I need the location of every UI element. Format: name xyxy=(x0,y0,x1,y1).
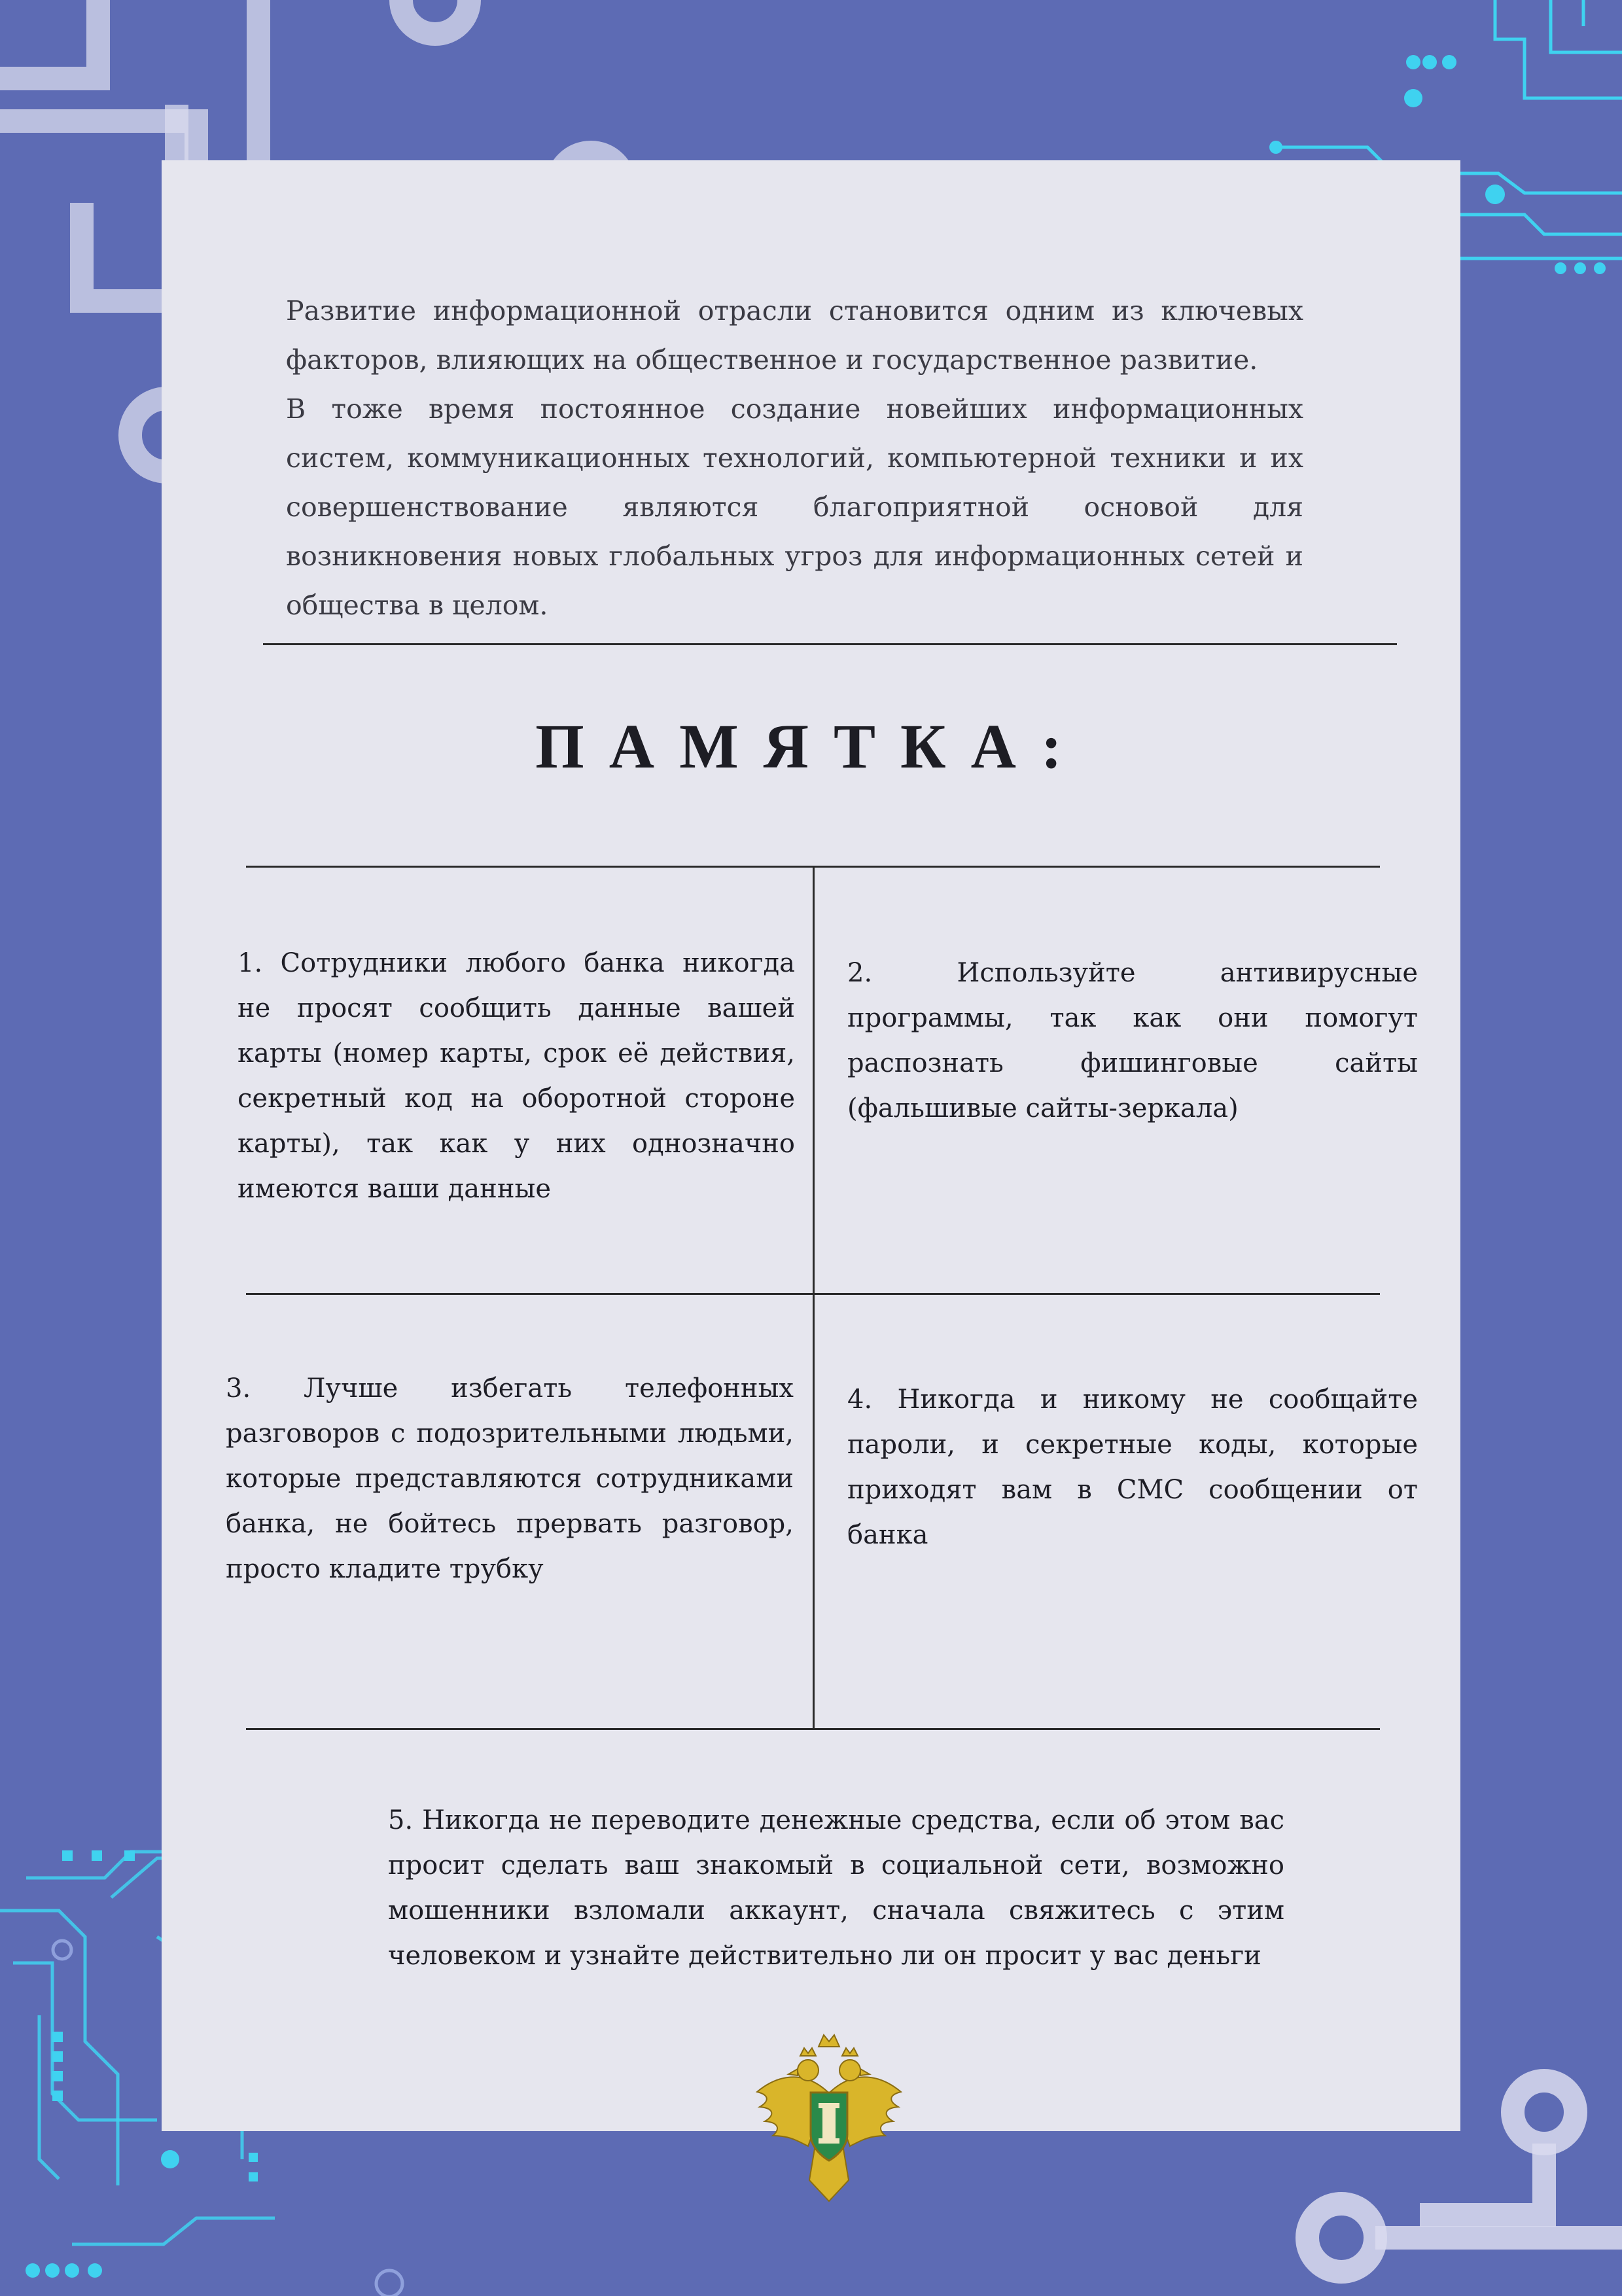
tip-4: 4. Никогда и никому не сообщайте пароли, и секретные коды, которые приходят вам в СМС сообщении от банка xyxy=(847,1385,1418,1550)
tip-2: 2. Используйте антивирусные программы, так как они помогут распознать фишинговые сайты (фальшивые сайты-зеркала) xyxy=(847,958,1418,1123)
table-rule-vertical xyxy=(813,866,815,1730)
tip-5: 5. Никогда не переводите денежные средства, если об этом вас просит сделать ваш знакомый в социальной сети, возможно мошенники взломали аккаунт, сначала свяжитесь с этим человеком и узнайте действительно ли он просит у вас деньги xyxy=(388,1805,1284,1971)
intro-paragraph-2: В тоже время постоянное создание новейших информационных систем, коммуникационных технологий, компьютерной техники и их совершенствование являются благоприятной основой для возникновения новых глобальных угроз для информационных сетей и общества в целом. xyxy=(286,393,1303,621)
page-title: ПАМЯТКА: xyxy=(535,711,1087,781)
double-headed-eagle-emblem-icon xyxy=(750,2030,908,2206)
intro-text xyxy=(286,287,1303,630)
intro-paragraph-1: Развитие информационной отрасли становится одним из ключевых факторов, влияющих на общественное и государственное развитие. xyxy=(286,295,1303,376)
tip-3: 3. Лучше избегать телефонных разговоров с подозрительными людьми, которые представляются сотрудниками банка, не бойтесь прервать разговор, просто кладите трубку xyxy=(226,1373,794,1584)
intro-divider xyxy=(263,643,1397,645)
tip-1: 1. Сотрудники любого банка никогда не просят сообщить данные вашей карты (номер карты, срок её действия, секретный код на оборотной стороне карты), так как у них однозначно имеются ваши данные xyxy=(238,948,795,1204)
